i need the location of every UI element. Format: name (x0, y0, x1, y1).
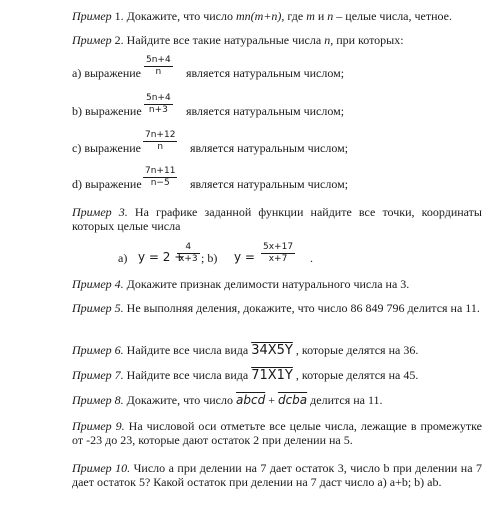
example-2c-suffix: является натуральным числом; (190, 141, 349, 155)
example-10 (72, 461, 482, 489)
example-1-and: и (314, 9, 328, 23)
example-7-text-a: Найдите все числа вида (123, 368, 252, 382)
example-10-text: Число a при делении на 7 дает остаток 3, число b при делении на 7 дает остаток 5? Какой остаток при делении на 7 даст число а) a+b; b) ab. (72, 461, 482, 489)
example-2-text: Найдите все такие натуральные числа (123, 33, 325, 47)
fraction-denominator: n (157, 142, 164, 152)
fraction-numerator: 5n+4 (146, 55, 171, 65)
example-3a-label: а) (118, 251, 128, 265)
example-8-label: Пример 8. (72, 393, 124, 407)
example-6-text-b: , которые делятся на 36. (292, 343, 419, 357)
example-7-number: 71X1Y (251, 368, 293, 383)
fraction-denominator: n+3 (148, 105, 168, 115)
example-2b-suffix: является натуральным числом; (186, 104, 345, 118)
example-3b-fraction (261, 242, 295, 265)
example-9 (72, 419, 482, 447)
example-6 (72, 343, 482, 358)
example-2d-suffix: является натуральным числом; (190, 177, 349, 191)
example-2-text-end: , при которых: (330, 33, 404, 47)
example-3-separator: ; b) (201, 251, 218, 265)
example-2-heading (72, 33, 482, 47)
example-1-text-b: , где (281, 9, 307, 23)
example-5 (72, 301, 482, 315)
fraction-numerator: 7n+11 (145, 166, 176, 176)
example-6-number: 34X5Y (251, 343, 293, 358)
example-2d-fraction (143, 166, 177, 189)
example-7 (72, 368, 482, 383)
example-2-label: Пример (72, 33, 112, 47)
fraction-numerator: 5x+17 (263, 242, 294, 252)
example-1-expression: mn(m+n) (236, 9, 282, 23)
example-10-label: Пример 10. (72, 461, 131, 475)
example-2c-prefix: c) выражение (72, 141, 142, 155)
example-3b-expr: y = (234, 250, 255, 264)
example-5-label: Пример 5. (72, 301, 124, 315)
example-2a-suffix: является натуральным числом; (186, 66, 345, 80)
example-8-text-b: делится на 11. (307, 393, 383, 407)
example-9-text: На числовой оси отметьте все целые числа, лежащие в промежутке от -23 до 23, которые дают остаток 2 при делении на 5. (72, 419, 482, 447)
example-8 (72, 393, 482, 407)
example-3-text: На графике заданной функции найдите все точки, координаты которых целые числа (72, 205, 482, 233)
example-4 (72, 277, 482, 291)
fraction-denominator: x+3 (179, 254, 198, 264)
example-1-text-a: Докажите, что число (123, 9, 236, 23)
example-8-number-2: dcba (277, 393, 308, 407)
example-2b-prefix: b) выражение (72, 104, 142, 118)
example-6-label: Пример 6. (72, 343, 124, 357)
example-8-text-a: Докажите, что число (123, 393, 236, 407)
example-1-label: Пример (72, 9, 112, 23)
example-1-var-n: n (327, 9, 334, 23)
example-1-text-c: – целые числа, четное. (333, 9, 453, 23)
example-9-label: Пример 9. (72, 419, 125, 433)
example-3-label: Пример 3. (72, 205, 128, 219)
fraction-denominator: x+7 (268, 254, 288, 264)
example-3 (72, 205, 482, 233)
example-3-end: . (310, 251, 313, 265)
fraction-numerator: 5n+4 (146, 93, 171, 103)
example-6-text-a: Найдите все числа вида (123, 343, 252, 357)
example-2a-fraction (144, 55, 173, 78)
example-2a-prefix: а) выражение (72, 66, 142, 80)
example-4-label: Пример 4. (72, 277, 124, 291)
example-3a-fraction (177, 242, 200, 265)
fraction-numerator: 4 (177, 242, 200, 254)
example-2b-fraction (144, 93, 173, 116)
example-1-var-m: m (306, 9, 315, 23)
example-1-number: 1. (111, 9, 124, 23)
fraction-denominator: n−5 (150, 178, 170, 188)
example-8-number-1: abcd (236, 393, 266, 407)
example-2-number: 2. (111, 33, 124, 47)
example-5-text: Не выполняя деления, докажите, что число 86 849 796 делится на 11. (123, 301, 480, 315)
example-2c-fraction (143, 130, 177, 153)
example-1 (72, 9, 482, 23)
fraction-numerator: 7n+12 (145, 130, 176, 140)
example-4-text: Докажите признак делимости натурального числа на 3. (123, 277, 410, 291)
example-8-plus: + (265, 393, 278, 407)
example-7-label: Пример 7. (72, 368, 124, 382)
example-2d-prefix: d) выражение (72, 177, 142, 191)
example-7-text-b: , которые делятся на 45. (292, 368, 419, 382)
example-2-var-n: n (324, 33, 331, 47)
example-3a-expr: y = 2 + (138, 250, 185, 264)
fraction-denominator: n (155, 67, 162, 77)
